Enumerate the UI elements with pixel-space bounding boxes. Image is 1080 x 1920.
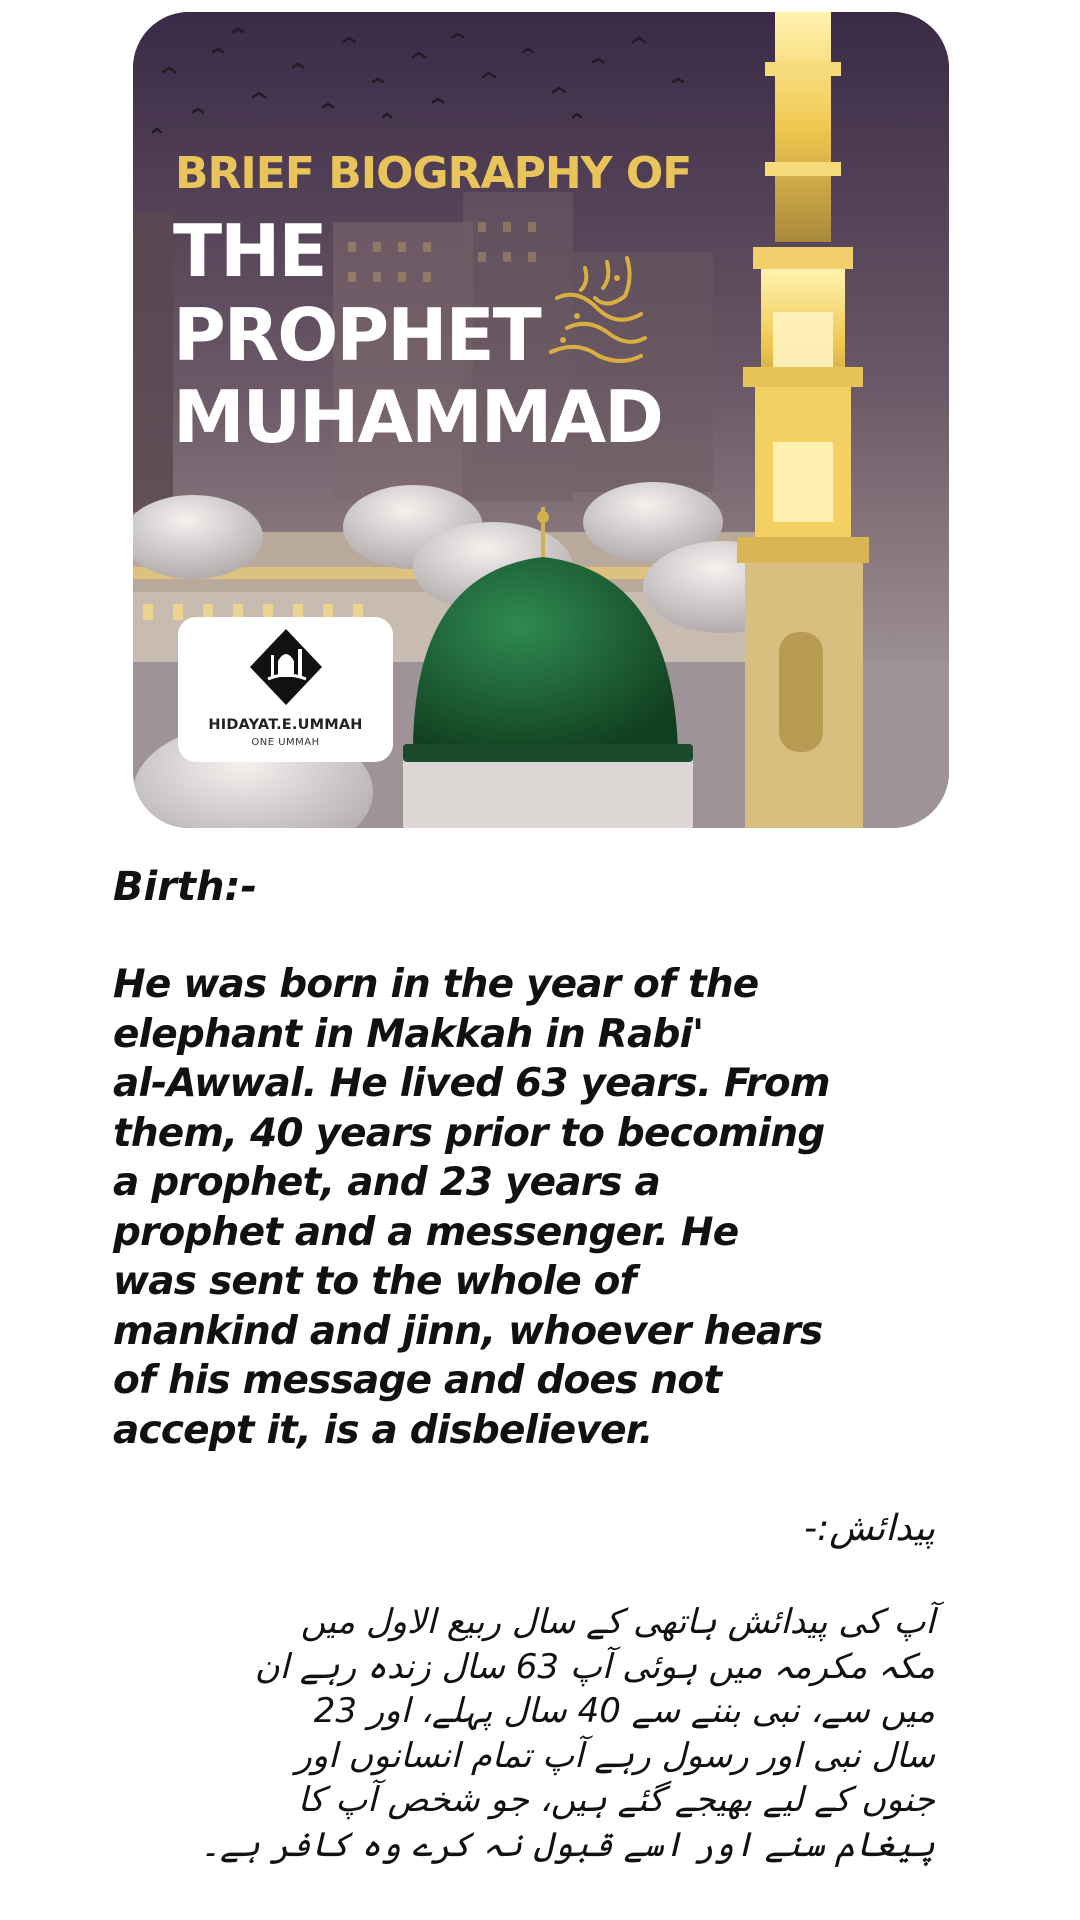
- banner-title-line-2: PROPHET: [173, 293, 540, 377]
- hidayat-e-ummah-logo: [178, 617, 393, 762]
- urdu-paragraph: آپ کی پیدائش ہاتھی کے سال ربیع الاول میں مکہ مکرمہ میں ہوئی آپ 63 سال زندہ رہے ان میں سے، نبی بننے سے 40 سال پہلے، اور 23 سال نبی اور رسول رہے آپ تمام انسانوں اور جنوں کے لیے بھیجے گئے ہیں، جو شخص آپ کا پیغام سنے اور اسے قبول نہ کرے وہ کافر ہے۔: [200, 1602, 935, 1865]
- english-paragraph: He was born in the year of the elephant in Makkah in Rabi' al-Awwal. He lived 63 years. From them, 40 years prior to becoming a prophet, and 23 years a prophet and a messenger. He was sent to the whole of mankind and jinn, whoever hears of his message and does not accept it, is a disbeliever.: [113, 962, 830, 1453]
- banner-image: [133, 12, 949, 828]
- logo-tagline: ONE UMMAH: [251, 737, 320, 748]
- banner-title-line-1: THE: [173, 209, 326, 293]
- mosque-logo-icon: [248, 627, 324, 709]
- english-heading: Birth:-: [113, 864, 258, 910]
- banner-title-line-3: MUHAMMAD: [173, 375, 662, 459]
- urdu-heading: پیدائش:-: [804, 1508, 935, 1549]
- logo-name: HIDAYAT.E.UMMAH: [208, 717, 363, 733]
- banner-subtitle: BRIEF BIOGRAPHY OF: [175, 148, 692, 199]
- salawat-calligraphy: [537, 248, 655, 368]
